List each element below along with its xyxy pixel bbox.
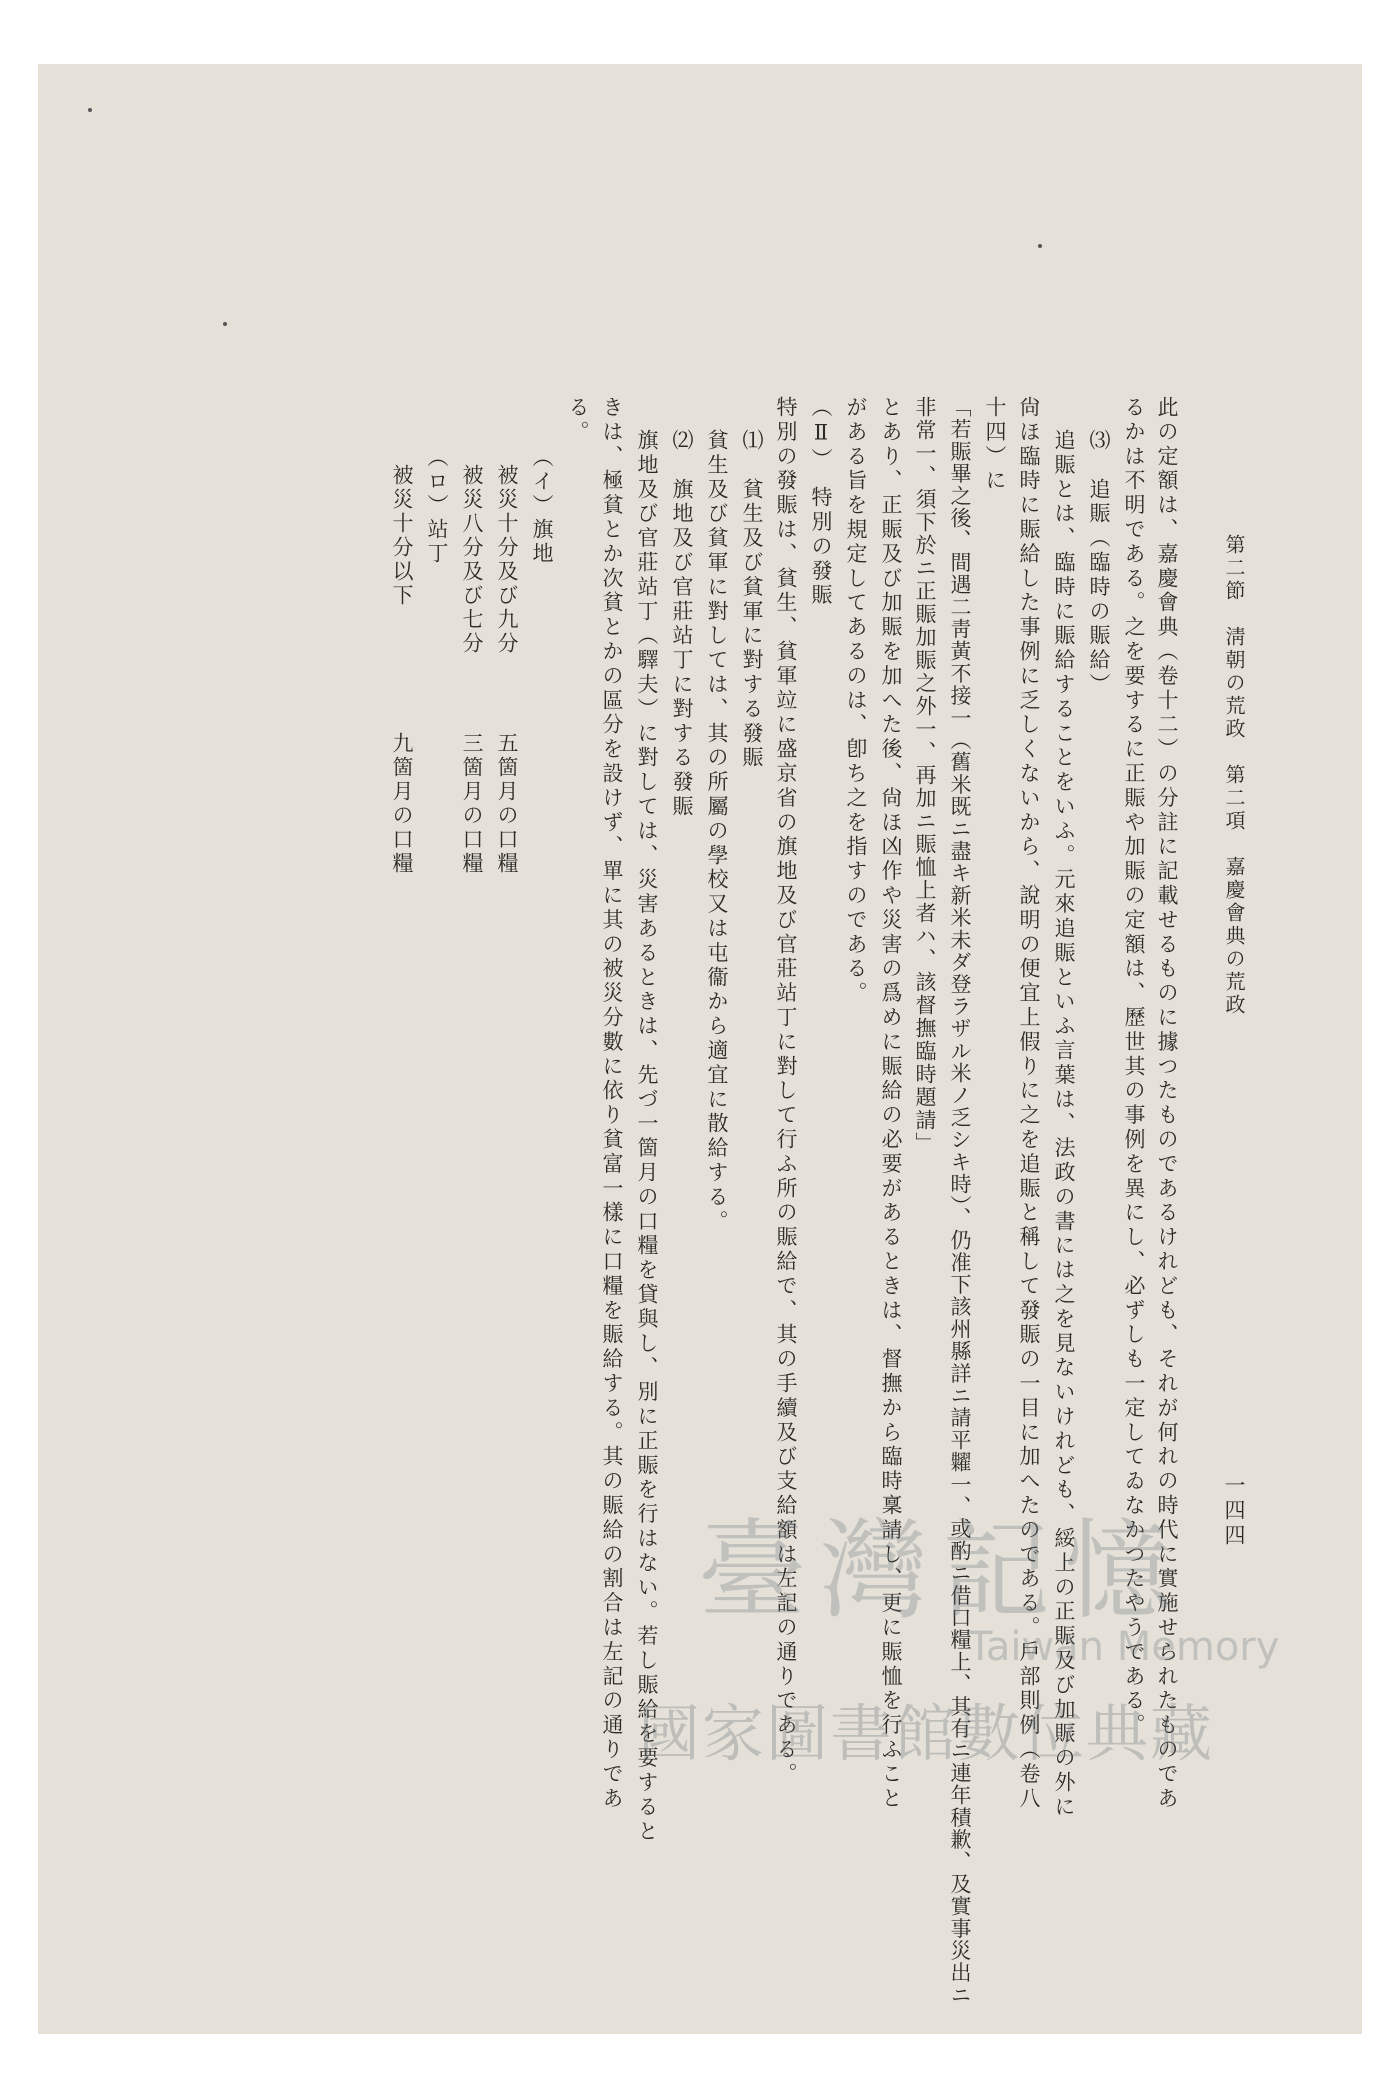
quotation-line: 非常一、須下於ニ正賑加賑之外一、再加ニ賑恤上者ハ、該督撫臨時題請」	[913, 396, 937, 1155]
text-line: きは、極貧とか次貧とかの區分を設けず、單に其の被災分數に依り貧富一樣に口糧を賑給する。其の賑給の割合は左記の通りであ	[600, 396, 624, 1812]
text-line: 十四）に	[983, 396, 1007, 494]
text-line: るかは不明である。之を要するに正賑や加賑の定額は、歷世其の事例を異にし、必ずしも一定してゐなかつたやうである。	[1122, 396, 1146, 1738]
scanned-page	[38, 64, 1362, 2034]
text-line: 貧生及び貧軍に對しては、其の所屬の學校又は屯衞から適宜に散給する。	[705, 429, 729, 1235]
table-condition: 被災十分以下	[390, 464, 414, 608]
watermark-english: Taiwan Memory	[968, 1624, 1280, 1670]
subheading-supplementary-relief: ⑶ 追賑（臨時の賑給）	[1087, 429, 1111, 698]
text-line: 旗地及び官莊站丁（驛夫）に對しては、災害あるときは、先づ一箇月の口糧を貸與し、別に正賑を行はない。若し賑給を要すると	[635, 429, 659, 1845]
scan-speck	[88, 108, 92, 112]
table-ration: 五箇月の口糧	[495, 732, 519, 876]
subheading-poor-students: ⑴ 貧生及び貧軍に對する發賑	[740, 429, 764, 771]
subheading-special-relief: （Ⅱ） 特別の發賑	[809, 396, 833, 609]
quotation-line: 「若賑畢之後、間遇二靑黃不接一（舊米既ニ盡キ新米未ダ登ラザル米ノ乏シキ時）、仍准下該州縣詳ニ請平糶一、或酌ニ借口糧上、其有ニ連年積歉、及實事災出ニ	[948, 396, 972, 2007]
table-ration: 三箇月の口糧	[460, 732, 484, 876]
text-line: 特別の發賑は、貧生、貧軍竝に盛京省の旗地及び官莊站丁に對して行ふ所の賑給で、其の手續及び支給額は左記の通りである。	[774, 396, 798, 1787]
table-group-label: （ロ）站丁	[425, 446, 449, 566]
watermark-library-name: 國家圖書館數位典藏	[638, 1697, 1215, 1770]
subheading-banner-land: ⑵ 旗地及び官莊站丁に對する發賑	[670, 429, 694, 820]
table-condition: 被災十分及び九分	[495, 464, 519, 656]
text-line: 此の定額は、嘉慶會典（卷十二）の分註に記載せるものに據つたものであるけれども、それが何れの時代に實施せられたものであ	[1155, 396, 1179, 1812]
scan-speck	[223, 322, 227, 326]
text-line: とあり、正賑及び加賑を加へた後、尙ほ凶作や災害の爲めに賑給の必要があるときは、督撫から臨時稟請し、更に賑恤を行ふこと	[879, 396, 903, 1812]
text-line: 尙ほ臨時に賑給した事例に乏しくないから、說明の便宜上假りに之を追賑と稱して發賑の一目に加へたのである。戶部則例（卷八	[1017, 396, 1041, 1812]
text-line: がある旨を規定してあるのは、卽ち之を指すのである。	[844, 396, 868, 1006]
scan-speck	[1038, 244, 1042, 248]
text-line: 追賑とは、臨時に賑給することをいふ。元來追賑といふ言葉は、法政の書には之を見ないけれども、綏上の正賑及び加賑の外に	[1052, 429, 1076, 1820]
page-number: 一四四	[1222, 1474, 1246, 1549]
table-group-label: （イ）旗地	[530, 446, 554, 566]
table-ration: 九箇月の口糧	[390, 732, 414, 876]
table-condition: 被災八分及び七分	[460, 464, 484, 656]
watermark-logo-text: 臺灣記憶	[698, 1509, 1187, 1634]
text-line: る。	[566, 396, 590, 445]
running-header: 第二節 淸朝の荒政 第二項 嘉慶會典の荒政	[1222, 534, 1246, 1017]
